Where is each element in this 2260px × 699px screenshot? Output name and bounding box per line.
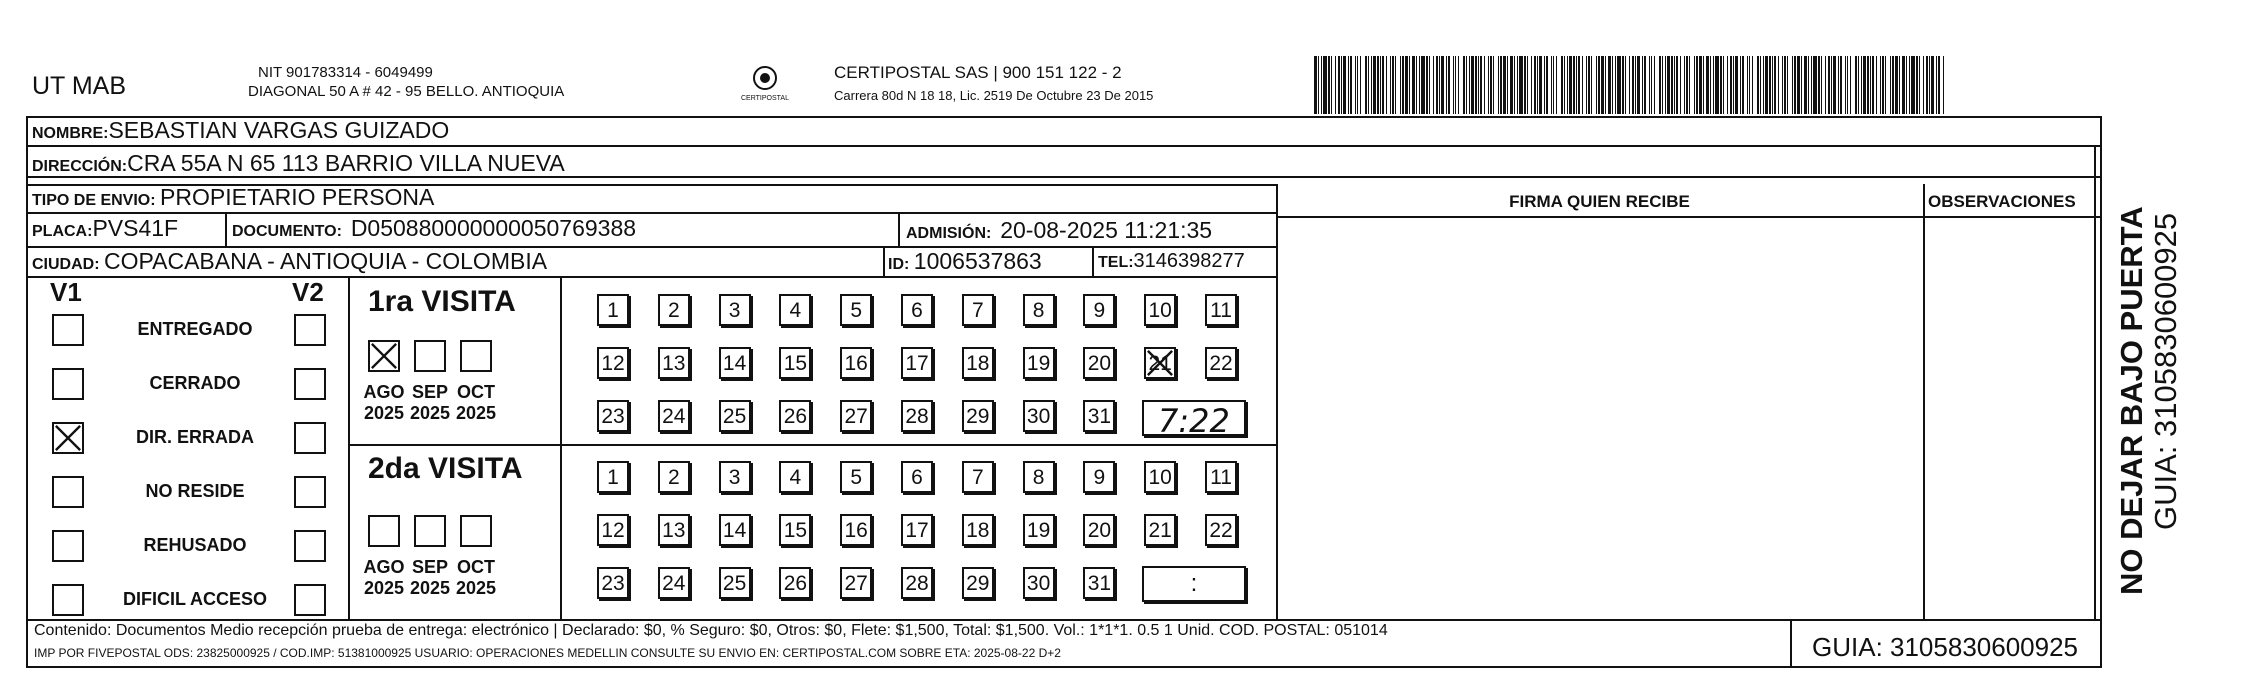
first-day-3[interactable]: 3	[719, 294, 751, 326]
second-day-15[interactable]: 15	[779, 514, 811, 546]
direccion-value: CRA 55A N 65 113 BARRIO VILLA NUEVA	[127, 150, 565, 176]
second-day-8[interactable]: 8	[1023, 461, 1055, 493]
v1-checkbox-no-reside[interactable]	[52, 476, 84, 508]
second-month-label: OCT	[457, 557, 495, 577]
v2-checkbox-no-reside[interactable]	[294, 476, 326, 508]
first-day-5[interactable]: 5	[840, 294, 872, 326]
second-visit-title: 2da VISITA	[368, 452, 523, 485]
v2-checkbox-rehusado[interactable]	[294, 530, 326, 562]
v2-checkbox-dificil-acceso[interactable]	[294, 584, 326, 616]
second-year-label: 2025	[363, 578, 405, 598]
v1-label: V1	[50, 277, 82, 307]
documento-value: D050880000000050769388	[350, 215, 637, 241]
first-day-4[interactable]: 4	[779, 294, 811, 326]
second-day-7[interactable]: 7	[962, 461, 994, 493]
first-day-23[interactable]: 23	[597, 400, 629, 432]
nombre-row: NOMBRE:SEBASTIAN VARGAS GUIZADO	[32, 117, 450, 143]
v2-checkbox-cerrado[interactable]	[294, 368, 326, 400]
carrier-name: CERTIPOSTAL SAS | 900 151 122 - 2	[834, 63, 1122, 82]
placa-value: PVS41F	[92, 215, 179, 241]
ciudad-row: CIUDAD: COPACABANA - ANTIOQUIA - COLOMBIA	[32, 248, 548, 274]
tel-value: 3146398277	[1133, 250, 1245, 272]
second-day-22[interactable]: 22	[1205, 514, 1237, 546]
status-label-dir-errada: DIR. ERRADA	[135, 427, 254, 447]
second-day-19[interactable]: 19	[1023, 514, 1055, 546]
second-month-box-ago[interactable]	[368, 515, 400, 547]
second-day-1[interactable]: 1	[597, 461, 629, 493]
second-month-box-sep[interactable]	[414, 515, 446, 547]
ciudad-value: COPACABANA - ANTIOQUIA - COLOMBIA	[104, 248, 548, 274]
second-day-28[interactable]: 28	[901, 567, 933, 599]
footer-guia: GUIA: 3105830600925	[1812, 632, 2078, 662]
second-month-box-oct[interactable]	[460, 515, 492, 547]
first-day-21[interactable]: 21	[1144, 347, 1176, 379]
first-day-7[interactable]: 7	[962, 294, 994, 326]
first-month-label: SEP	[411, 382, 449, 402]
admision-row: ADMISIÓN: 20-08-2025 11:21:35	[906, 217, 1213, 243]
first-year-label: 2025	[363, 403, 405, 423]
first-day-6[interactable]: 6	[901, 294, 933, 326]
admision-value: 20-08-2025 11:21:35	[1000, 217, 1213, 243]
first-day-14[interactable]: 14	[719, 347, 751, 379]
first-day-31[interactable]: 31	[1083, 400, 1115, 432]
second-year-label: 2025	[455, 578, 497, 598]
second-day-23[interactable]: 23	[597, 567, 629, 599]
second-day-21[interactable]: 21	[1144, 514, 1176, 546]
status-label-cerrado: CERRADO	[149, 373, 241, 393]
v2-checkbox-dir-errada[interactable]	[294, 422, 326, 454]
second-day-25[interactable]: 25	[719, 567, 751, 599]
first-day-18[interactable]: 18	[962, 347, 994, 379]
tipo-value: PROPIETARIO PERSONA	[160, 184, 435, 210]
second-day-13[interactable]: 13	[658, 514, 690, 546]
first-month-box-sep[interactable]	[414, 340, 446, 372]
first-day-12[interactable]: 12	[597, 347, 629, 379]
second-day-27[interactable]: 27	[840, 567, 872, 599]
first-day-25[interactable]: 25	[719, 400, 751, 432]
first-day-2[interactable]: 2	[658, 294, 690, 326]
sender-nit: NIT 901783314 - 6049499	[258, 64, 433, 81]
certipostal-logo	[740, 62, 790, 102]
first-day-1[interactable]: 1	[597, 294, 629, 326]
first-day-27[interactable]: 27	[840, 400, 872, 432]
first-day-22[interactable]: 22	[1205, 347, 1237, 379]
second-day-2[interactable]: 2	[658, 461, 690, 493]
v1-checkbox-dificil-acceso[interactable]	[52, 584, 84, 616]
second-day-26[interactable]: 26	[779, 567, 811, 599]
barcode	[1314, 56, 1948, 114]
second-day-11[interactable]: 11	[1205, 461, 1237, 493]
v1-checkbox-entregado[interactable]	[52, 314, 84, 346]
direccion-row: DIRECCIÓN:CRA 55A N 65 113 BARRIO VILLA NUEVA	[32, 150, 565, 176]
second-day-31[interactable]: 31	[1083, 567, 1115, 599]
tipo-row: TIPO DE ENVIO: PROPIETARIO PERSONA	[32, 184, 435, 210]
second-year-label: 2025	[409, 578, 451, 598]
first-day-24[interactable]: 24	[658, 400, 690, 432]
second-day-10[interactable]: 10	[1144, 461, 1176, 493]
x-mark-icon	[54, 424, 82, 452]
first-month-box-oct[interactable]	[460, 340, 492, 372]
firma-signature-area[interactable]	[1278, 218, 1923, 618]
side-guia: GUIA: 3105830600925	[2148, 212, 2183, 530]
v2-label: V2	[292, 277, 324, 307]
second-month-label: SEP	[411, 557, 449, 577]
second-month-label: AGO	[363, 557, 405, 577]
nombre-value: SEBASTIAN VARGAS GUIZADO	[108, 117, 450, 143]
first-year-label: 2025	[409, 403, 451, 423]
first-day-11[interactable]: 11	[1205, 294, 1237, 326]
first-day-29[interactable]: 29	[962, 400, 994, 432]
first-month-box-ago[interactable]	[368, 340, 400, 372]
first-day-26[interactable]: 26	[779, 400, 811, 432]
id-value: 1006537863	[913, 248, 1042, 274]
x-mark-icon	[370, 342, 398, 370]
first-visit-time[interactable]	[1142, 400, 1246, 440]
carrier-license: Carrera 80d N 18 18, Lic. 2519 De Octubre 23 De 2015	[834, 88, 1154, 103]
v1-checkbox-dir-errada[interactable]	[52, 422, 84, 454]
first-visit-time-value: 7:22	[1158, 402, 1230, 440]
tel-row: TEL:3146398277	[1098, 250, 1245, 272]
second-day-14[interactable]: 14	[719, 514, 751, 546]
second-day-5[interactable]: 5	[840, 461, 872, 493]
second-day-30[interactable]: 30	[1023, 567, 1055, 599]
first-year-label: 2025	[455, 403, 497, 423]
second-day-9[interactable]: 9	[1083, 461, 1115, 493]
firma-header: FIRMA QUIEN RECIBE	[1509, 192, 1690, 211]
v1-checkbox-cerrado[interactable]	[52, 368, 84, 400]
first-day-28[interactable]: 28	[901, 400, 933, 432]
status-label-rehusado: REHUSADO	[143, 535, 247, 555]
second-day-4[interactable]: 4	[779, 461, 811, 493]
first-day-17[interactable]: 17	[901, 347, 933, 379]
second-day-24[interactable]: 24	[658, 567, 690, 599]
first-day-16[interactable]: 16	[840, 347, 872, 379]
first-day-8[interactable]: 8	[1023, 294, 1055, 326]
first-month-label: OCT	[457, 382, 495, 402]
observaciones-area[interactable]	[1925, 218, 2094, 618]
first-month-label: AGO	[363, 382, 405, 402]
observaciones-header: OBSERVACIONES	[1928, 192, 2076, 211]
first-day-19[interactable]: 19	[1023, 347, 1055, 379]
status-label-entregado: ENTREGADO	[137, 319, 253, 339]
second-day-12[interactable]: 12	[597, 514, 629, 546]
second-day-16[interactable]: 16	[840, 514, 872, 546]
documento-row: DOCUMENTO: D050880000000050769388	[232, 215, 637, 241]
second-visit-time-value: :	[1190, 570, 1198, 597]
second-day-18[interactable]: 18	[962, 514, 994, 546]
sender-address: DIAGONAL 50 A # 42 - 95 BELLO. ANTIOQUIA	[248, 83, 565, 100]
first-day-10[interactable]: 10	[1144, 294, 1176, 326]
status-label-no-reside: NO RESIDE	[145, 481, 245, 501]
first-day-9[interactable]: 9	[1083, 294, 1115, 326]
second-day-29[interactable]: 29	[962, 567, 994, 599]
sender-name: UT MAB	[32, 72, 126, 100]
second-day-17[interactable]: 17	[901, 514, 933, 546]
second-day-20[interactable]: 20	[1083, 514, 1115, 546]
first-day-20[interactable]: 20	[1083, 347, 1115, 379]
second-day-3[interactable]: 3	[719, 461, 751, 493]
status-label-dificil-acceso: DIFICIL ACCESO	[122, 589, 267, 609]
footer-meta: IMP POR FIVEPOSTAL ODS: 23825000925 / COD.IMP: 51381000925 USUARIO: OPERACIONES MEDELLIN CONSULTE SU ENVIO EN: CERTIPOSTAL.COM SOBRE ETA: 2025-08-22 D+2	[34, 646, 1061, 660]
first-day-15[interactable]: 15	[779, 347, 811, 379]
side-warning: NO DEJAR BAJO PUERTA	[2114, 206, 2149, 595]
footer-contents: Contenido: Documentos Medio recepción prueba de entrega: electrónico | Declarado: $0, % Seguro: $0, Otros: $0, Flete: $1,500, Total: $1,500. Vol.: 1*1*1. 0.5 1 Unid. COD. POSTAL: 051014	[34, 622, 1388, 639]
svg-text:CERTIPOSTAL: CERTIPOSTAL	[741, 95, 789, 102]
second-day-6[interactable]: 6	[901, 461, 933, 493]
first-day-30[interactable]: 30	[1023, 400, 1055, 432]
placa-row: PLACA:PVS41F	[32, 215, 179, 241]
v2-checkbox-entregado[interactable]	[294, 314, 326, 346]
second-visit-time[interactable]	[1142, 566, 1246, 602]
first-day-13[interactable]: 13	[658, 347, 690, 379]
id-row: ID: 1006537863	[888, 248, 1042, 274]
first-visit-title: 1ra VISITA	[368, 285, 516, 318]
v1-checkbox-rehusado[interactable]	[52, 530, 84, 562]
